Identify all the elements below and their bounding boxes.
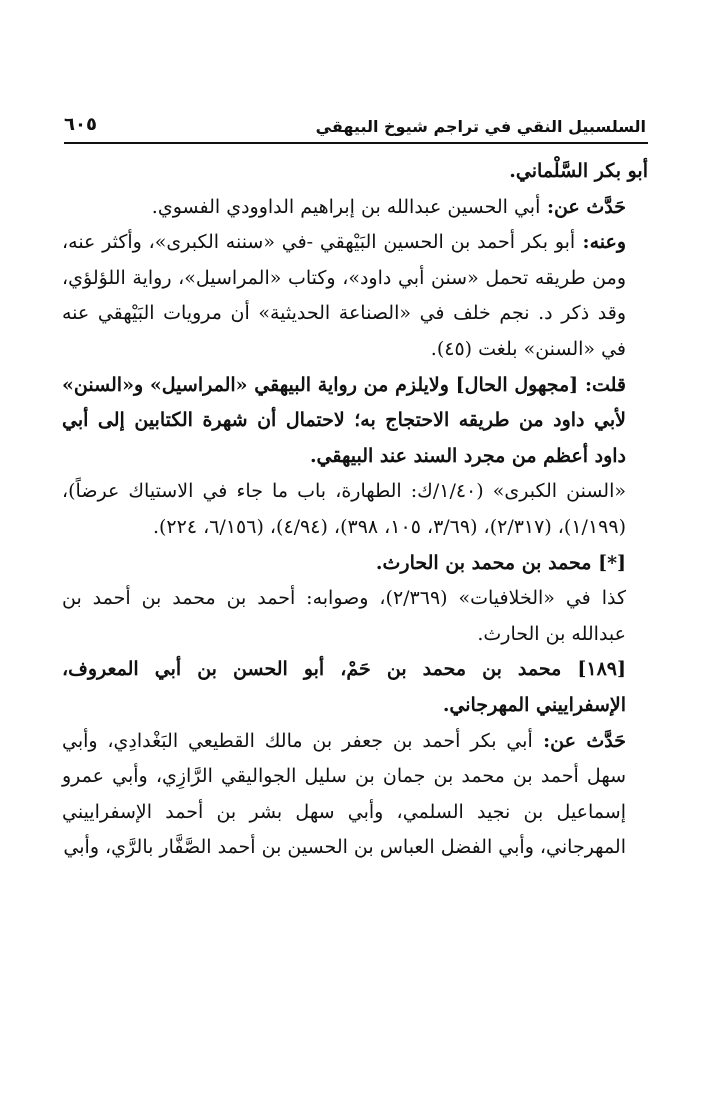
paragraph-text: أبو بكر أحمد بن الحسين البَيْهقي -في «سننه الكبرى»، وأكثر عنه، ومن طريقه تحمل «سنن أبي داود»، وكتاب «المراسيل»، رواية اللؤلؤي، وقد ذكر د. نجم خلف في «الصناعة الحديثية» أن مرويات البَيْهقي عنه في «السنن» بلغت (٤٥). (62, 231, 626, 360)
paragraph-text: كذا في «الخلافيات» (٢/٣٦٩)، وصوابه: أحمد بن محمد بن أحمد بن عبدالله بن الحارث. (62, 587, 626, 645)
paragraph-label: حَدَّث عن: (532, 729, 626, 752)
paragraph (62, 154, 648, 190)
paragraph (62, 546, 648, 582)
paragraph-text: أبو بكر السَّلْماني. (509, 160, 648, 182)
page-number: ٦٠٥ (64, 114, 97, 135)
paragraph-text: [١٨٩] محمد بن محمد بن حَمْ، أبو الحسن بن أبي المعروف، الإسفراييني المهرجاني. (62, 658, 626, 716)
paragraph-text: [*] محمد بن محمد بن الحارث. (375, 551, 626, 574)
paragraph (62, 225, 648, 367)
paragraph (62, 368, 648, 475)
paragraph (62, 474, 648, 545)
paragraph-label: حَدَّث عن: (540, 195, 626, 218)
paragraph-text: «السنن الكبرى» (١/٤٠/ك: الطهارة، باب ما جاء في الاستياك عرضاً)، (١/١٩٩)، (٢/٣١٧)، (٣/٦٩، ١٠٥، ٣٩٨)، (٤/٩٤)، (٦/١٥٦، ٢٢٤). (62, 480, 627, 538)
paragraph-text: قلت: [مجهول الحال] ولايلزم من رواية البيهقي «المراسيل» و«السنن» لأبي داود من طريقه الاحتجاج به؛ لاحتمال أن شهرة الكتابين إلى أبي داود أعظم من مجرد السند عند البيهقي. (62, 373, 626, 467)
paragraph-text: أبي الحسين عبدالله بن إبراهيم الداوودي الفسوي. (151, 195, 541, 218)
running-header (64, 112, 646, 142)
paragraph-label: وعنه: (575, 231, 626, 254)
paragraph (62, 724, 648, 866)
book-title: السلسبيل النقي في تراجم شيوخ البيهقي (315, 117, 646, 136)
paragraph (62, 581, 648, 652)
header-divider (64, 142, 648, 144)
body-text (62, 154, 648, 866)
paragraph-text: أبي بكر أحمد بن جعفر بن مالك القطيعي البَغْدادِي، وأبي سهل أحمد بن محمد بن جمان بن سليل الجواليقي الرَّازِي، وأبي عمرو إسماعيل بن نجيد السلمي، وأبي سهل بشر بن أحمد الإسفراييني المهرجاني، وأبي الفضل العباس بن الحسين بن أحمد الصَّفَّار بالرَّي، وأبي (62, 729, 626, 859)
paragraph (62, 652, 648, 723)
paragraph (62, 190, 648, 226)
